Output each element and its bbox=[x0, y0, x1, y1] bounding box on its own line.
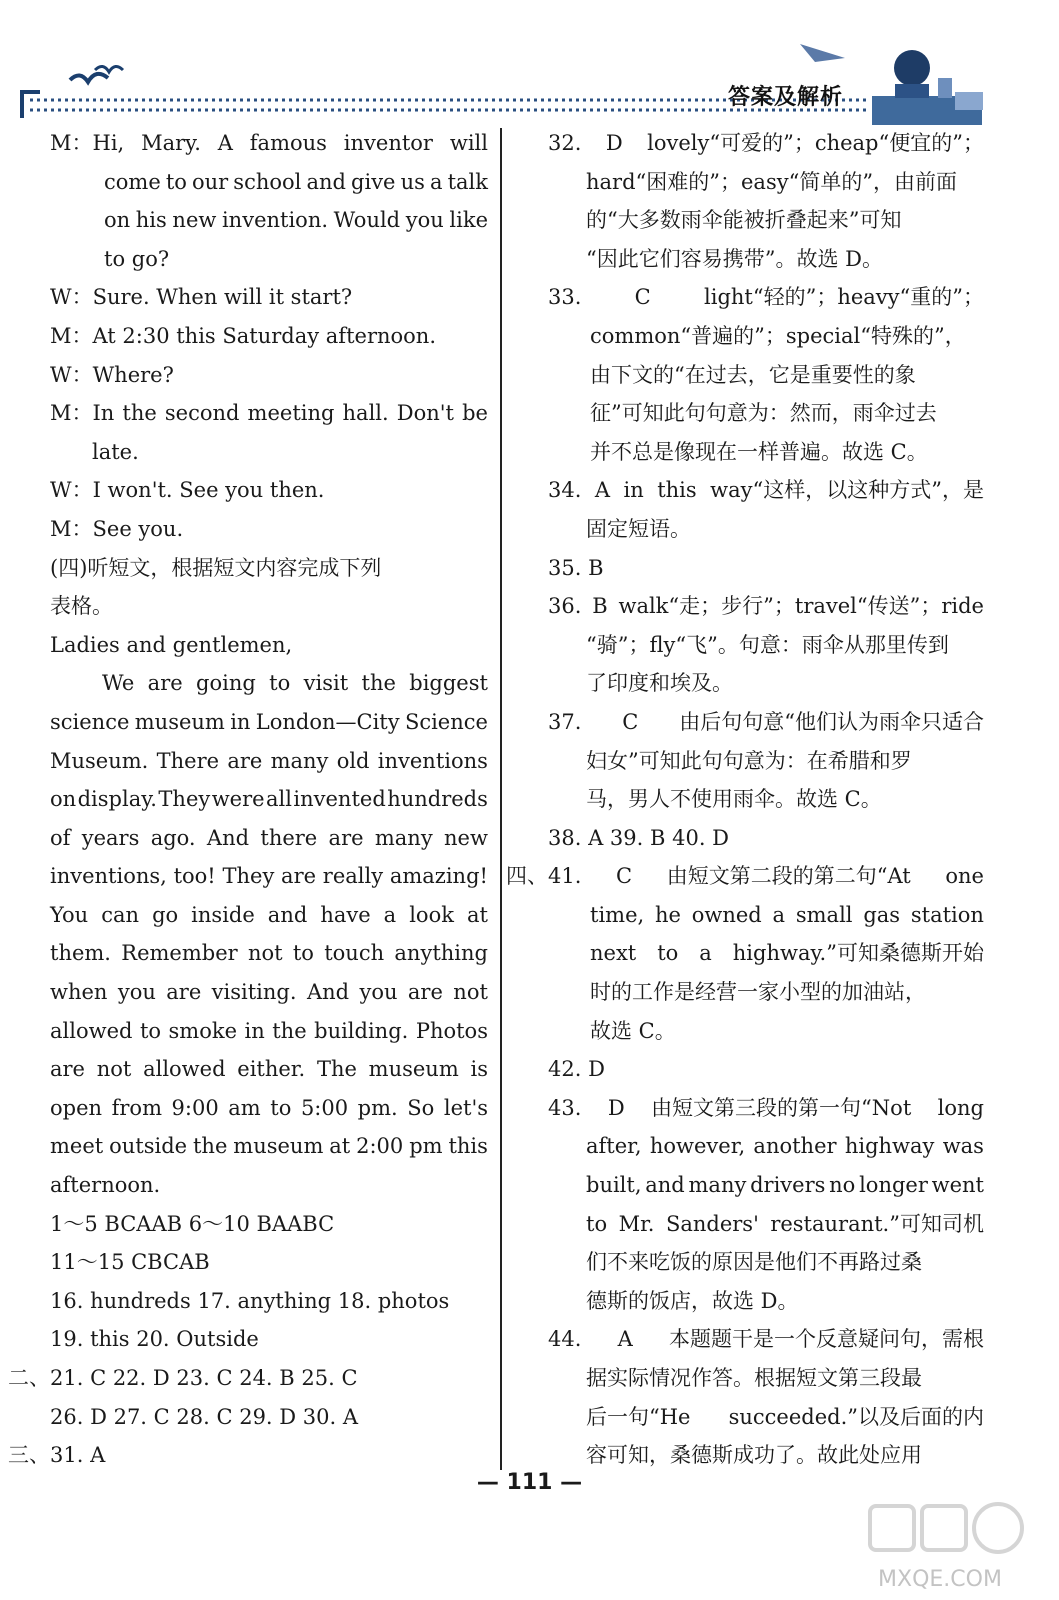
right-text-line: 37. C 由后句句意“他们认为雨伞只适合 bbox=[548, 709, 984, 734]
paper-plane-icon bbox=[800, 44, 845, 62]
header-title: 答案及解析 bbox=[728, 85, 844, 110]
right-text-line: next to a highway.”可知桑德斯开始 bbox=[590, 941, 984, 966]
left-text-line: M：At 2:30 this Saturday afternoon. bbox=[50, 323, 436, 348]
right-text-line: 德斯的饭店，故选 D。 bbox=[586, 1288, 799, 1313]
right-text-line: 35. B bbox=[548, 555, 604, 580]
right-text-line: 36. B walk“走；步行”；travel“传送”；ride bbox=[548, 594, 984, 619]
left-text-line: 三、31. A bbox=[8, 1443, 106, 1468]
page-number: — 111 — bbox=[476, 1470, 583, 1495]
left-text-line: M：See you. bbox=[50, 516, 184, 541]
right-text-line: 44. A 本题题干是一个反意疑问句，需根 bbox=[548, 1327, 984, 1352]
right-text-line: built, and many drivers no longer went bbox=[586, 1173, 984, 1198]
right-text-line: 四、41. C 由短文第二段的第二句“At one bbox=[506, 864, 984, 889]
right-text-line: common“普遍的”；special“特殊的”， bbox=[590, 323, 966, 348]
right-text-line: 故选 C。 bbox=[590, 1018, 676, 1043]
left-text-line: on his new invention. Would you like bbox=[104, 208, 488, 233]
seagull-icon bbox=[70, 74, 108, 82]
left-text-line: Museum. There are many old inventions bbox=[50, 748, 488, 773]
right-text-line: 43. D 由短文第三段的第一句“Not long bbox=[548, 1095, 984, 1120]
right-text-line: 容可知，桑德斯成功了。故此处应用 bbox=[586, 1443, 922, 1468]
left-text-line: (四)听短文，根据短文内容完成下列 bbox=[50, 555, 382, 580]
left-text-line: 1～5 BCAAB 6～10 BAABC bbox=[50, 1211, 335, 1236]
left-text-line: 16. hundreds 17. anything 18. photos bbox=[50, 1288, 450, 1313]
left-text-line: to go? bbox=[104, 246, 170, 271]
left-text-line: 26. D 27. C 28. C 29. D 30. A bbox=[50, 1404, 359, 1429]
telescope-icon bbox=[894, 50, 930, 86]
left-text-line: science museum in London—City Science bbox=[50, 709, 488, 734]
column-divider bbox=[500, 128, 502, 1470]
left-text-line: 二、21. C 22. D 23. C 24. B 25. C bbox=[8, 1366, 358, 1390]
watermark-url: MXQE.COM bbox=[878, 1567, 1002, 1592]
left-text-line: them. Remember not to touch anything bbox=[50, 941, 488, 966]
left-text-line: W：Where? bbox=[50, 362, 174, 387]
left-text-line: M：In the second meeting hall. Don't be bbox=[50, 401, 488, 426]
left-text-line: M：Hi, Mary. A famous inventor will bbox=[50, 131, 488, 155]
right-text-line: after, however, another highway was bbox=[586, 1134, 984, 1159]
right-text-line: 并不总是像现在一样普遍。故选 C。 bbox=[590, 439, 928, 464]
right-text-line: 马，男人不使用雨伞。故选 C。 bbox=[586, 787, 882, 812]
left-text-line: You can go inside and have a look at bbox=[50, 902, 488, 927]
right-text-line: 由下文的“在过去，它是重要性的象 bbox=[590, 362, 916, 387]
left-text-line: Ladies and gentlemen, bbox=[50, 632, 293, 657]
right-text-line: “骑”；fly“飞”。句意：雨伞从那里传到 bbox=[586, 632, 949, 657]
left-text-line: 表格。 bbox=[50, 594, 113, 619]
right-text-line: 42. D bbox=[548, 1057, 605, 1082]
left-text-line: W：I won't. See you then. bbox=[50, 478, 325, 503]
seagull-icon bbox=[95, 66, 123, 72]
right-text-line: “因此它们容易携带”。故选 D。 bbox=[586, 246, 883, 271]
right-text-line: 征”可知此句句意为：然而，雨伞过去 bbox=[590, 401, 937, 426]
left-text-line: open from 9:00 am to 5:00 pm. So let's bbox=[50, 1095, 488, 1120]
right-text-line: 们不来吃饭的原因是他们不再路过桑 bbox=[586, 1250, 922, 1275]
right-text-line: 38. A 39. B 40. D bbox=[548, 825, 730, 850]
left-text-line: late. bbox=[92, 439, 139, 464]
right-text-line: 固定短语。 bbox=[586, 516, 691, 541]
left-text-line: We are going to visit the biggest bbox=[102, 671, 488, 696]
page-header bbox=[0, 0, 1059, 125]
right-text-line: to Mr. Sanders' restaurant.”可知司机 bbox=[586, 1211, 984, 1236]
left-text-line: when you are visiting. And you are not bbox=[50, 980, 488, 1005]
header-decoration bbox=[0, 0, 1059, 125]
left-text-line: inventions, too! They are really amazing! bbox=[50, 864, 488, 889]
left-text-line: on display. They were all invented hundreds bbox=[50, 787, 488, 812]
left-text-line: of years ago. And there are many new bbox=[50, 825, 488, 850]
left-text-line: W：Sure. When will it start? bbox=[50, 285, 353, 310]
right-text-line: 的“大多数雨伞能被折叠起来”可知 bbox=[586, 208, 902, 233]
right-text-line: 33. C light“轻的”；heavy“重的”； bbox=[548, 285, 984, 310]
right-text-line: time, he owned a small gas station bbox=[590, 902, 984, 927]
right-text-line: 时的工作是经营一家小型的加油站， bbox=[590, 980, 926, 1005]
left-text-line: meet outside the museum at 2:00 pm this bbox=[50, 1134, 488, 1159]
right-text-line: 32. D lovely“可爱的”；cheap“便宜的”； bbox=[548, 131, 984, 155]
right-text-line: 了印度和埃及。 bbox=[586, 671, 733, 696]
left-text-line: allowed to smoke in the building. Photos bbox=[50, 1018, 488, 1043]
left-text-line: afternoon. bbox=[50, 1173, 161, 1198]
left-text-line: are not allowed either. The museum is bbox=[50, 1057, 488, 1082]
right-column bbox=[506, 124, 984, 1475]
left-text-line: 11～15 CBCAB bbox=[50, 1250, 210, 1275]
watermark-logo bbox=[830, 1498, 1050, 1596]
left-text-line: come to our school and give us a talk bbox=[104, 169, 488, 194]
right-text-line: hard“困难的”；easy“简单的”，由前面 bbox=[586, 169, 958, 194]
right-text-line: 妇女”可知此句句意为：在希腊和罗 bbox=[586, 748, 912, 773]
left-text-line: 19. this 20. Outside bbox=[50, 1327, 259, 1352]
right-text-line: 据实际情况作答。根据短文第三段最 bbox=[586, 1366, 922, 1390]
right-text-line: 34. A in this way“这样，以这种方式”，是 bbox=[548, 478, 984, 503]
right-text-line: 后一句“He succeeded.”以及后面的内 bbox=[586, 1404, 984, 1429]
left-column bbox=[8, 124, 488, 1475]
